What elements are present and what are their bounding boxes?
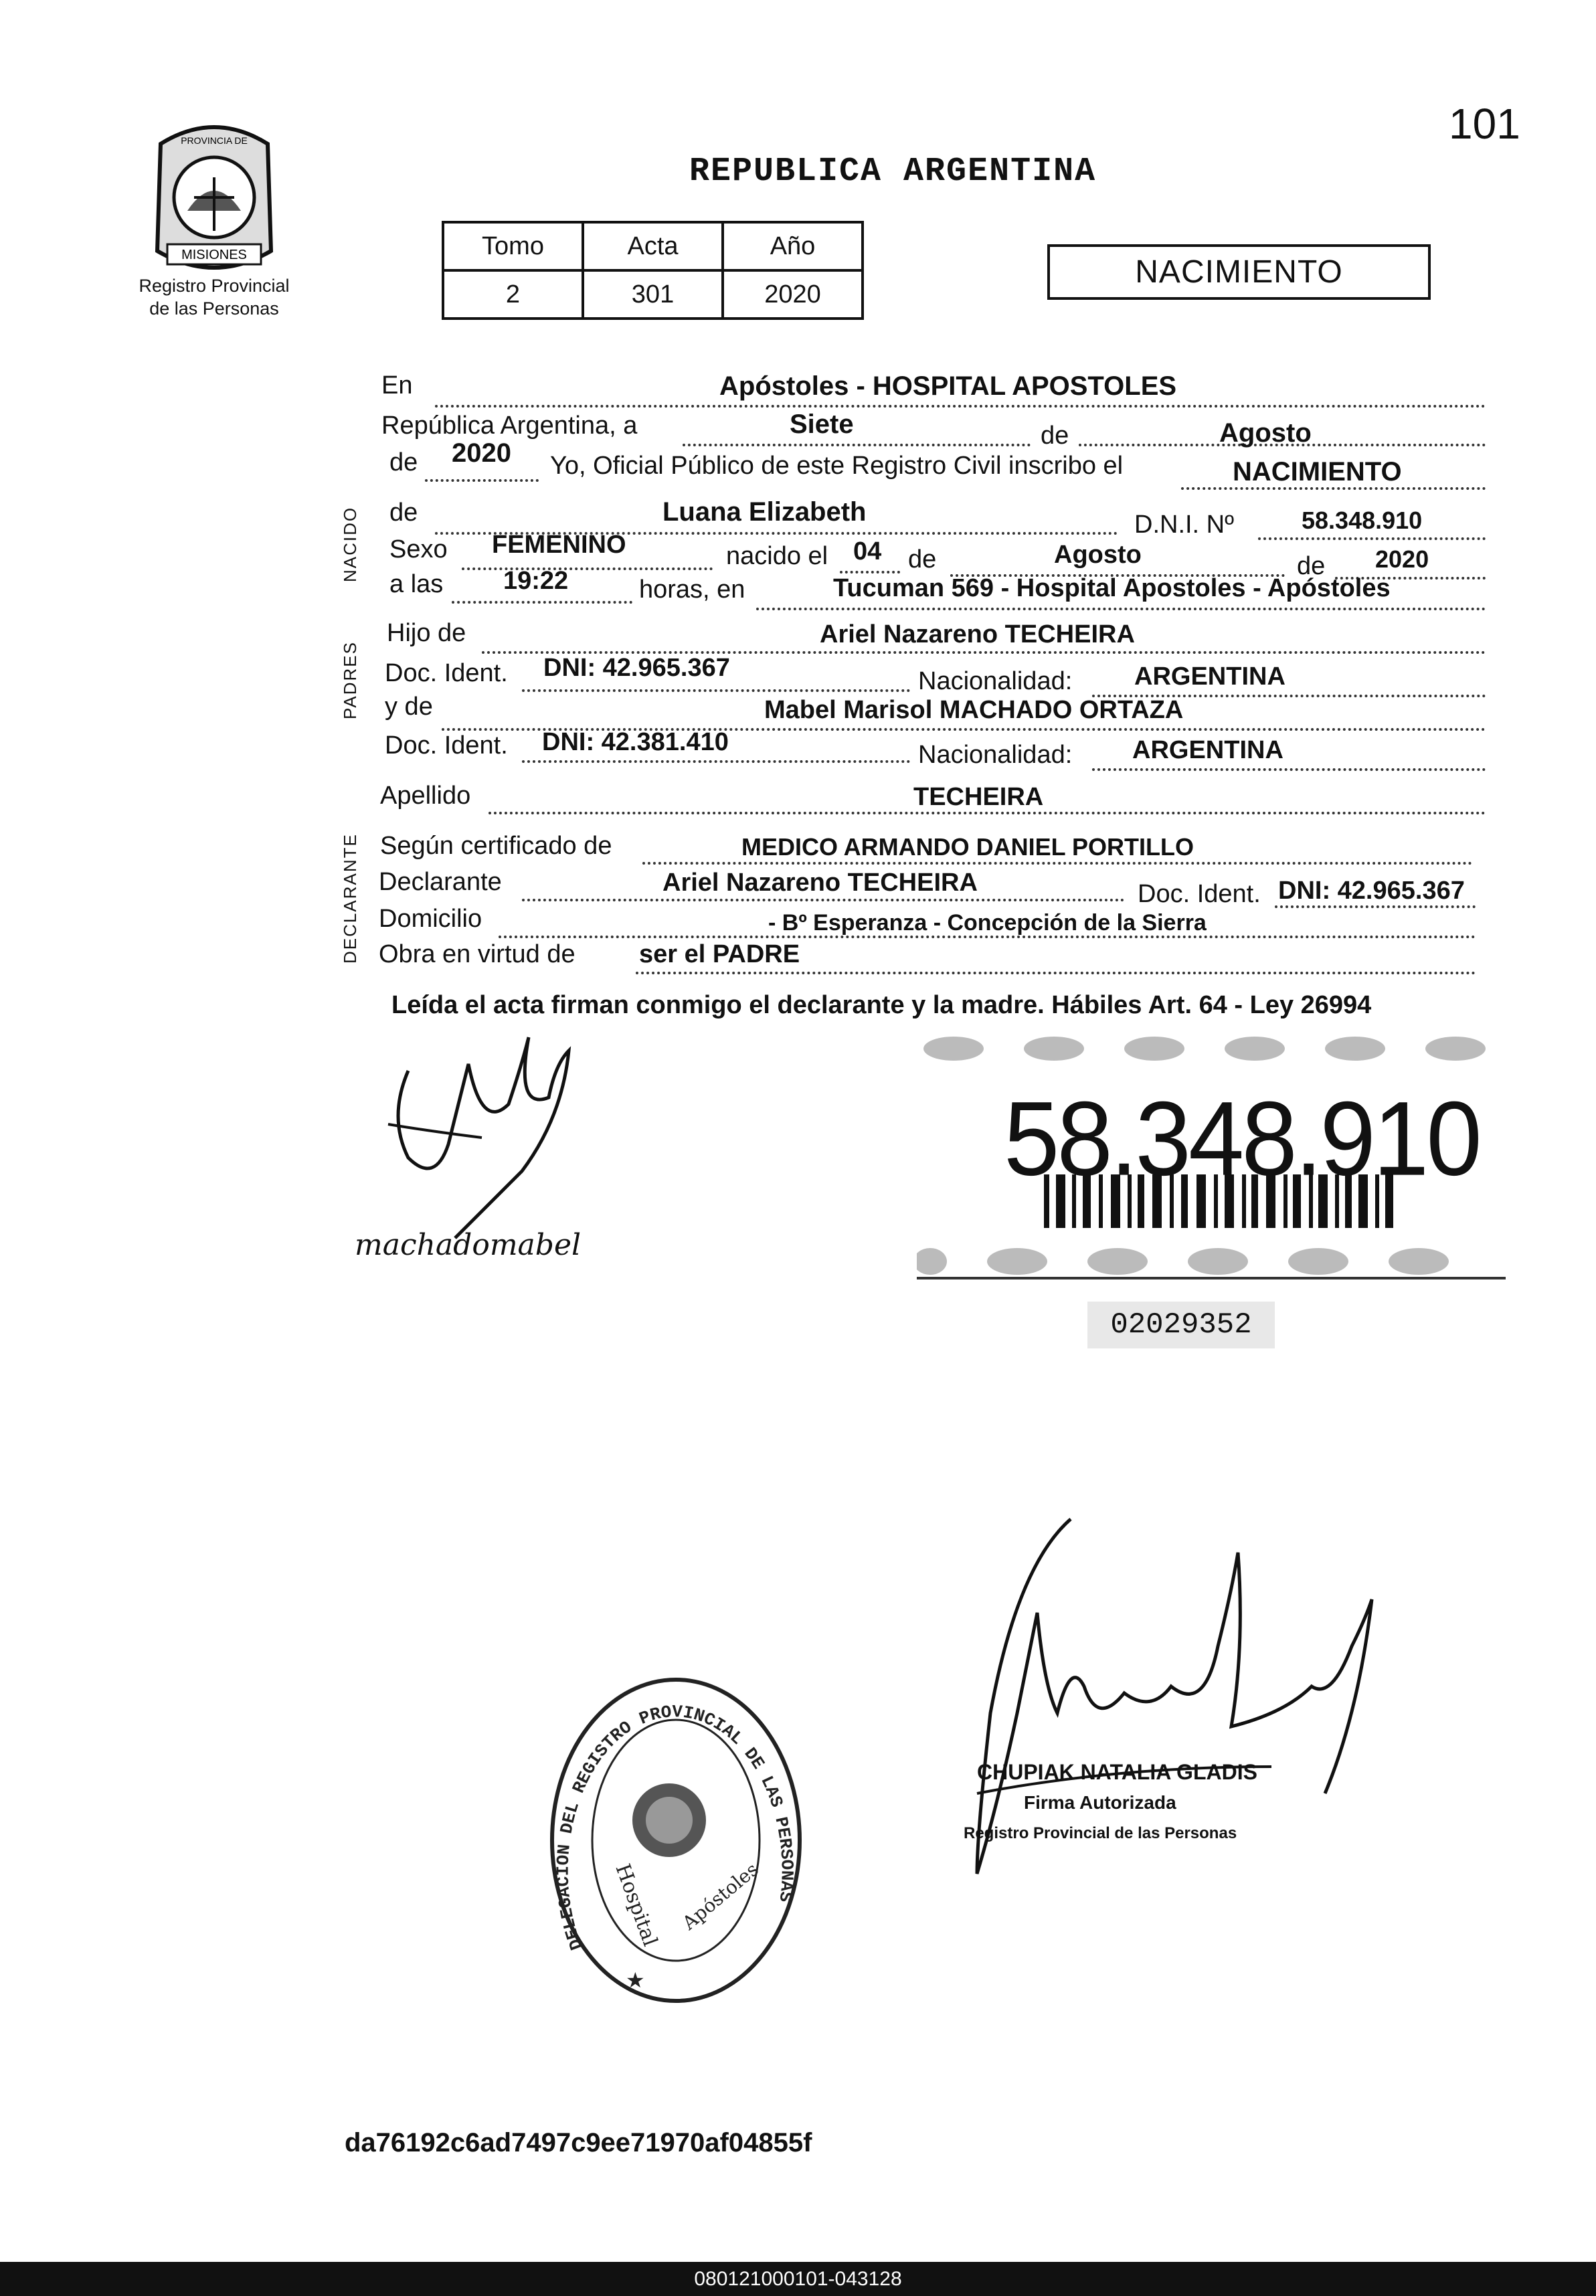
svg-text:PROVINCIA DE: PROVINCIA DE bbox=[181, 135, 248, 146]
value-time: 19:22 bbox=[503, 567, 569, 595]
value-dni: 58.348.910 bbox=[1302, 507, 1423, 534]
value-father-nat: ARGENTINA bbox=[1134, 663, 1285, 691]
table-header: Tomo bbox=[443, 222, 583, 270]
label: Nacionalidad: bbox=[918, 667, 1073, 695]
authorized-registry: Registro Provincial de las Personas bbox=[964, 1824, 1237, 1842]
registry-line: de las Personas bbox=[149, 298, 279, 319]
authorized-title: Firma Autorizada bbox=[1024, 1792, 1176, 1813]
sticker-number: 58.348.910 bbox=[1004, 1079, 1480, 1198]
value-mother-dni: DNI: 42.381.410 bbox=[542, 728, 729, 756]
signature-name: machadomabel bbox=[355, 1228, 582, 1262]
value-declarant-dni: DNI: 42.965.367 bbox=[1278, 877, 1465, 905]
label: Apellido bbox=[380, 782, 471, 810]
value-birth-year: 2020 bbox=[1375, 545, 1429, 573]
table-cell: 301 bbox=[583, 270, 723, 319]
label: de bbox=[908, 545, 937, 573]
value-mother: Mabel Marisol MACHADO ORTAZA bbox=[764, 696, 1184, 724]
label: República Argentina, a bbox=[381, 412, 638, 440]
value-birth-month: Agosto bbox=[1054, 541, 1142, 569]
label: de bbox=[389, 499, 418, 527]
registry-caption bbox=[127, 274, 301, 320]
value-day-text: Siete bbox=[790, 410, 854, 439]
value-birth-place: Tucuman 569 - Hospital Apostoles - Apóstoles bbox=[833, 574, 1391, 602]
label: Domicilio bbox=[379, 905, 482, 933]
label: de bbox=[389, 448, 418, 476]
label: a las bbox=[389, 570, 444, 598]
value-act-type: NACIMIENTO bbox=[1233, 457, 1402, 487]
label: Declarante bbox=[379, 868, 502, 896]
label: Doc. Ident. bbox=[385, 731, 508, 760]
document-hash: da76192c6ad7497c9ee71970af04855f bbox=[345, 2128, 812, 2157]
value-capacity: ser el PADRE bbox=[639, 940, 800, 968]
page-number: 101 bbox=[1449, 100, 1520, 148]
value-certificate: MEDICO ARMANDO DANIEL PORTILLO bbox=[741, 833, 1194, 861]
label: horas, en bbox=[639, 576, 745, 604]
value-declarant: Ariel Nazareno TECHEIRA bbox=[662, 869, 978, 897]
value-month-text: Agosto bbox=[1219, 418, 1312, 448]
section-label-nacido: NACIDO bbox=[340, 506, 360, 582]
table-header: Año bbox=[723, 222, 863, 270]
value-father-dni: DNI: 42.965.367 bbox=[543, 654, 730, 682]
stamp-city: Apóstoles bbox=[678, 1858, 763, 1935]
label: Yo, Oficial Público de este Registro Civil inscribo el bbox=[550, 452, 1124, 480]
sticker-serial: 02029352 bbox=[1087, 1302, 1275, 1348]
label: Sexo bbox=[389, 535, 448, 563]
table-cell: 2 bbox=[443, 270, 583, 319]
label: Doc. Ident. bbox=[385, 659, 508, 687]
label: de bbox=[1297, 552, 1326, 580]
stamp-text: DELEGACION DEL REGISTRO PROVINCIAL DE LAS PERSONAS bbox=[553, 1702, 797, 1953]
label: D.N.I. Nº bbox=[1134, 511, 1234, 539]
authorized-signature bbox=[950, 1512, 1392, 1914]
table-cell: 2020 bbox=[723, 270, 863, 319]
label: nacido el bbox=[726, 542, 828, 570]
document-title: REPUBLICA ARGENTINA bbox=[689, 153, 1097, 191]
stamp-hospital: Hospital bbox=[610, 1860, 662, 1949]
value-place: Apóstoles - HOSPITAL APOSTOLES bbox=[719, 371, 1177, 401]
value-sex: FEMENINO bbox=[492, 531, 626, 559]
label: Obra en virtud de bbox=[379, 940, 575, 968]
section-label-declarante: DECLARANTE bbox=[340, 833, 360, 964]
row-republica bbox=[381, 412, 1486, 440]
authorized-block bbox=[964, 1757, 1325, 1849]
table-header: Acta bbox=[583, 222, 723, 270]
value-father: Ariel Nazareno TECHEIRA bbox=[820, 620, 1135, 648]
value-name: Luana Elizabeth bbox=[662, 497, 867, 527]
label: Doc. Ident. bbox=[1138, 880, 1261, 908]
star-icon: ★ bbox=[626, 1968, 645, 1992]
label: Según certificado de bbox=[380, 832, 612, 860]
label: Hijo de bbox=[387, 619, 466, 647]
registry-line: Registro Provincial bbox=[139, 276, 290, 296]
footer-code: 080121000101-043128 bbox=[0, 2262, 1596, 2296]
value-birth-day: 04 bbox=[853, 537, 882, 565]
mother-signature bbox=[348, 1024, 616, 1271]
misiones-seal-logo bbox=[147, 117, 281, 278]
record-table bbox=[442, 221, 864, 320]
label: de bbox=[1041, 422, 1069, 450]
value-address: - Bº Esperanza - Concepción de la Sierra bbox=[768, 910, 1207, 936]
registry-stamp bbox=[535, 1666, 816, 2014]
authorized-name: CHUPIAK NATALIA GLADIS bbox=[977, 1760, 1257, 1784]
section-label-padres: PADRES bbox=[340, 641, 360, 719]
value-mother-nat: ARGENTINA bbox=[1132, 736, 1283, 764]
label: Nacionalidad: bbox=[918, 741, 1073, 769]
label: y de bbox=[385, 693, 433, 721]
svg-text:MISIONES: MISIONES bbox=[181, 248, 247, 262]
closing-statement: Leída el acta firman conmigo el declarante y la madre. Hábiles Art. 64 - Ley 26994 bbox=[391, 991, 1372, 1019]
value-year: 2020 bbox=[452, 438, 511, 468]
record-type-box: NACIMIENTO bbox=[1047, 244, 1431, 300]
label: En bbox=[381, 371, 413, 400]
value-surname: TECHEIRA bbox=[913, 783, 1044, 811]
